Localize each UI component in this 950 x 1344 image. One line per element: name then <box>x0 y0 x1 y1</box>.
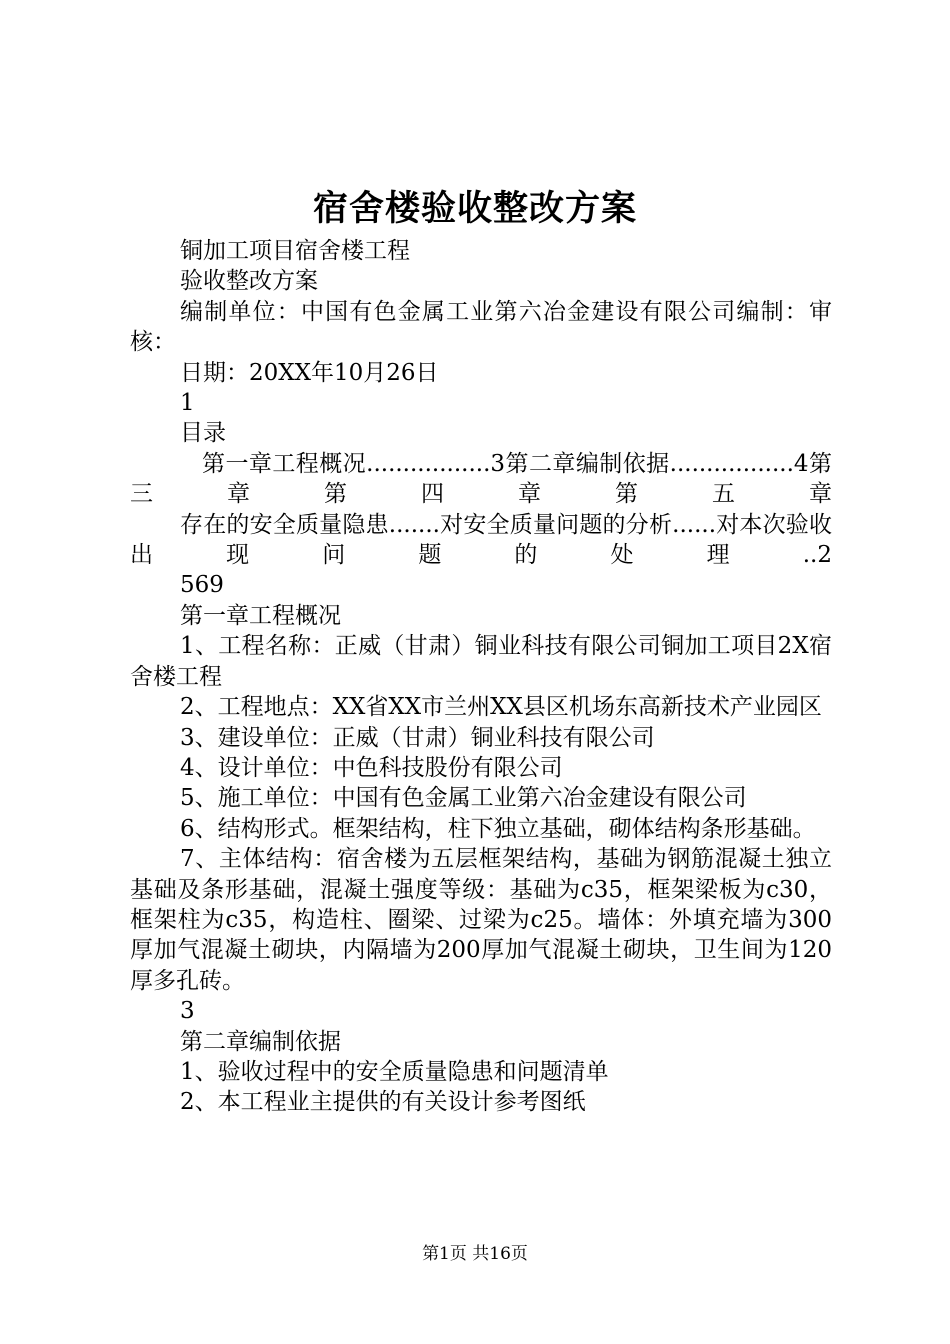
list-item: 1、验收过程中的安全质量隐患和问题清单 <box>180 1058 609 1085</box>
paragraph-date: 日期：20XX年10月26日 <box>180 359 439 386</box>
document-title: 宿舍楼验收整改方案 <box>312 188 637 229</box>
toc-entries-2: 存在的安全质量隐患.......对安全质量问题的分析......对本次验收出现问题的处理..2 <box>130 511 832 569</box>
paragraph-project-name: 铜加工项目宿舍楼工程 <box>180 238 410 264</box>
paragraph-compiler: 编制单位：中国有色金属工业第六冶金建设有限公司编制：审核： <box>130 298 832 356</box>
toc-heading: 目录 <box>180 420 226 447</box>
page-marker: 3 <box>180 998 195 1025</box>
chapter-heading: 第一章工程概况 <box>180 602 341 629</box>
chapter-heading: 第二章编制依据 <box>180 1028 341 1055</box>
list-item: 7、主体结构：宿舍楼为五层框架结构，基础为钢筋混凝土独立基础及条形基础，混凝土强度等级：基础为c35，框架梁板为c30，框架柱为c35，构造柱、圈梁、过梁为c25。墙体：外填充墙为300厚加气混凝土砌块，内隔墙为200厚加气混凝土砌块，卫生间为120厚多孔砖。 <box>130 846 832 994</box>
list-item: 3、建设单位：正威（甘肃）铜业科技有限公司 <box>180 724 655 751</box>
list-item: 4、设计单位：中色科技股份有限公司 <box>180 754 563 781</box>
page-footer: 第1页 共16页 <box>422 1244 528 1264</box>
document-body <box>130 236 832 1118</box>
list-item: 6、结构形式。框架结构，柱下独立基础，砌体结构条形基础。 <box>180 815 816 842</box>
toc-page-numbers: 569 <box>180 572 224 599</box>
toc-entries-1: 第一章工程概况.................3第二章编制依据.................4第三章第四章第五章 <box>130 450 832 508</box>
list-item: 2、工程地点：XX省XX市兰州XX县区机场东高新技术产业园区 <box>180 694 822 721</box>
list-item: 5、施工单位：中国有色金属工业第六冶金建设有限公司 <box>180 785 747 812</box>
paragraph-plan-name: 验收整改方案 <box>180 268 318 295</box>
list-item: 2、本工程业主提供的有关设计参考图纸 <box>180 1089 586 1116</box>
page-marker: 1 <box>180 390 195 417</box>
list-item: 1、工程名称：正威（甘肃）铜业科技有限公司铜加工项目2X宿舍楼工程 <box>130 633 832 690</box>
